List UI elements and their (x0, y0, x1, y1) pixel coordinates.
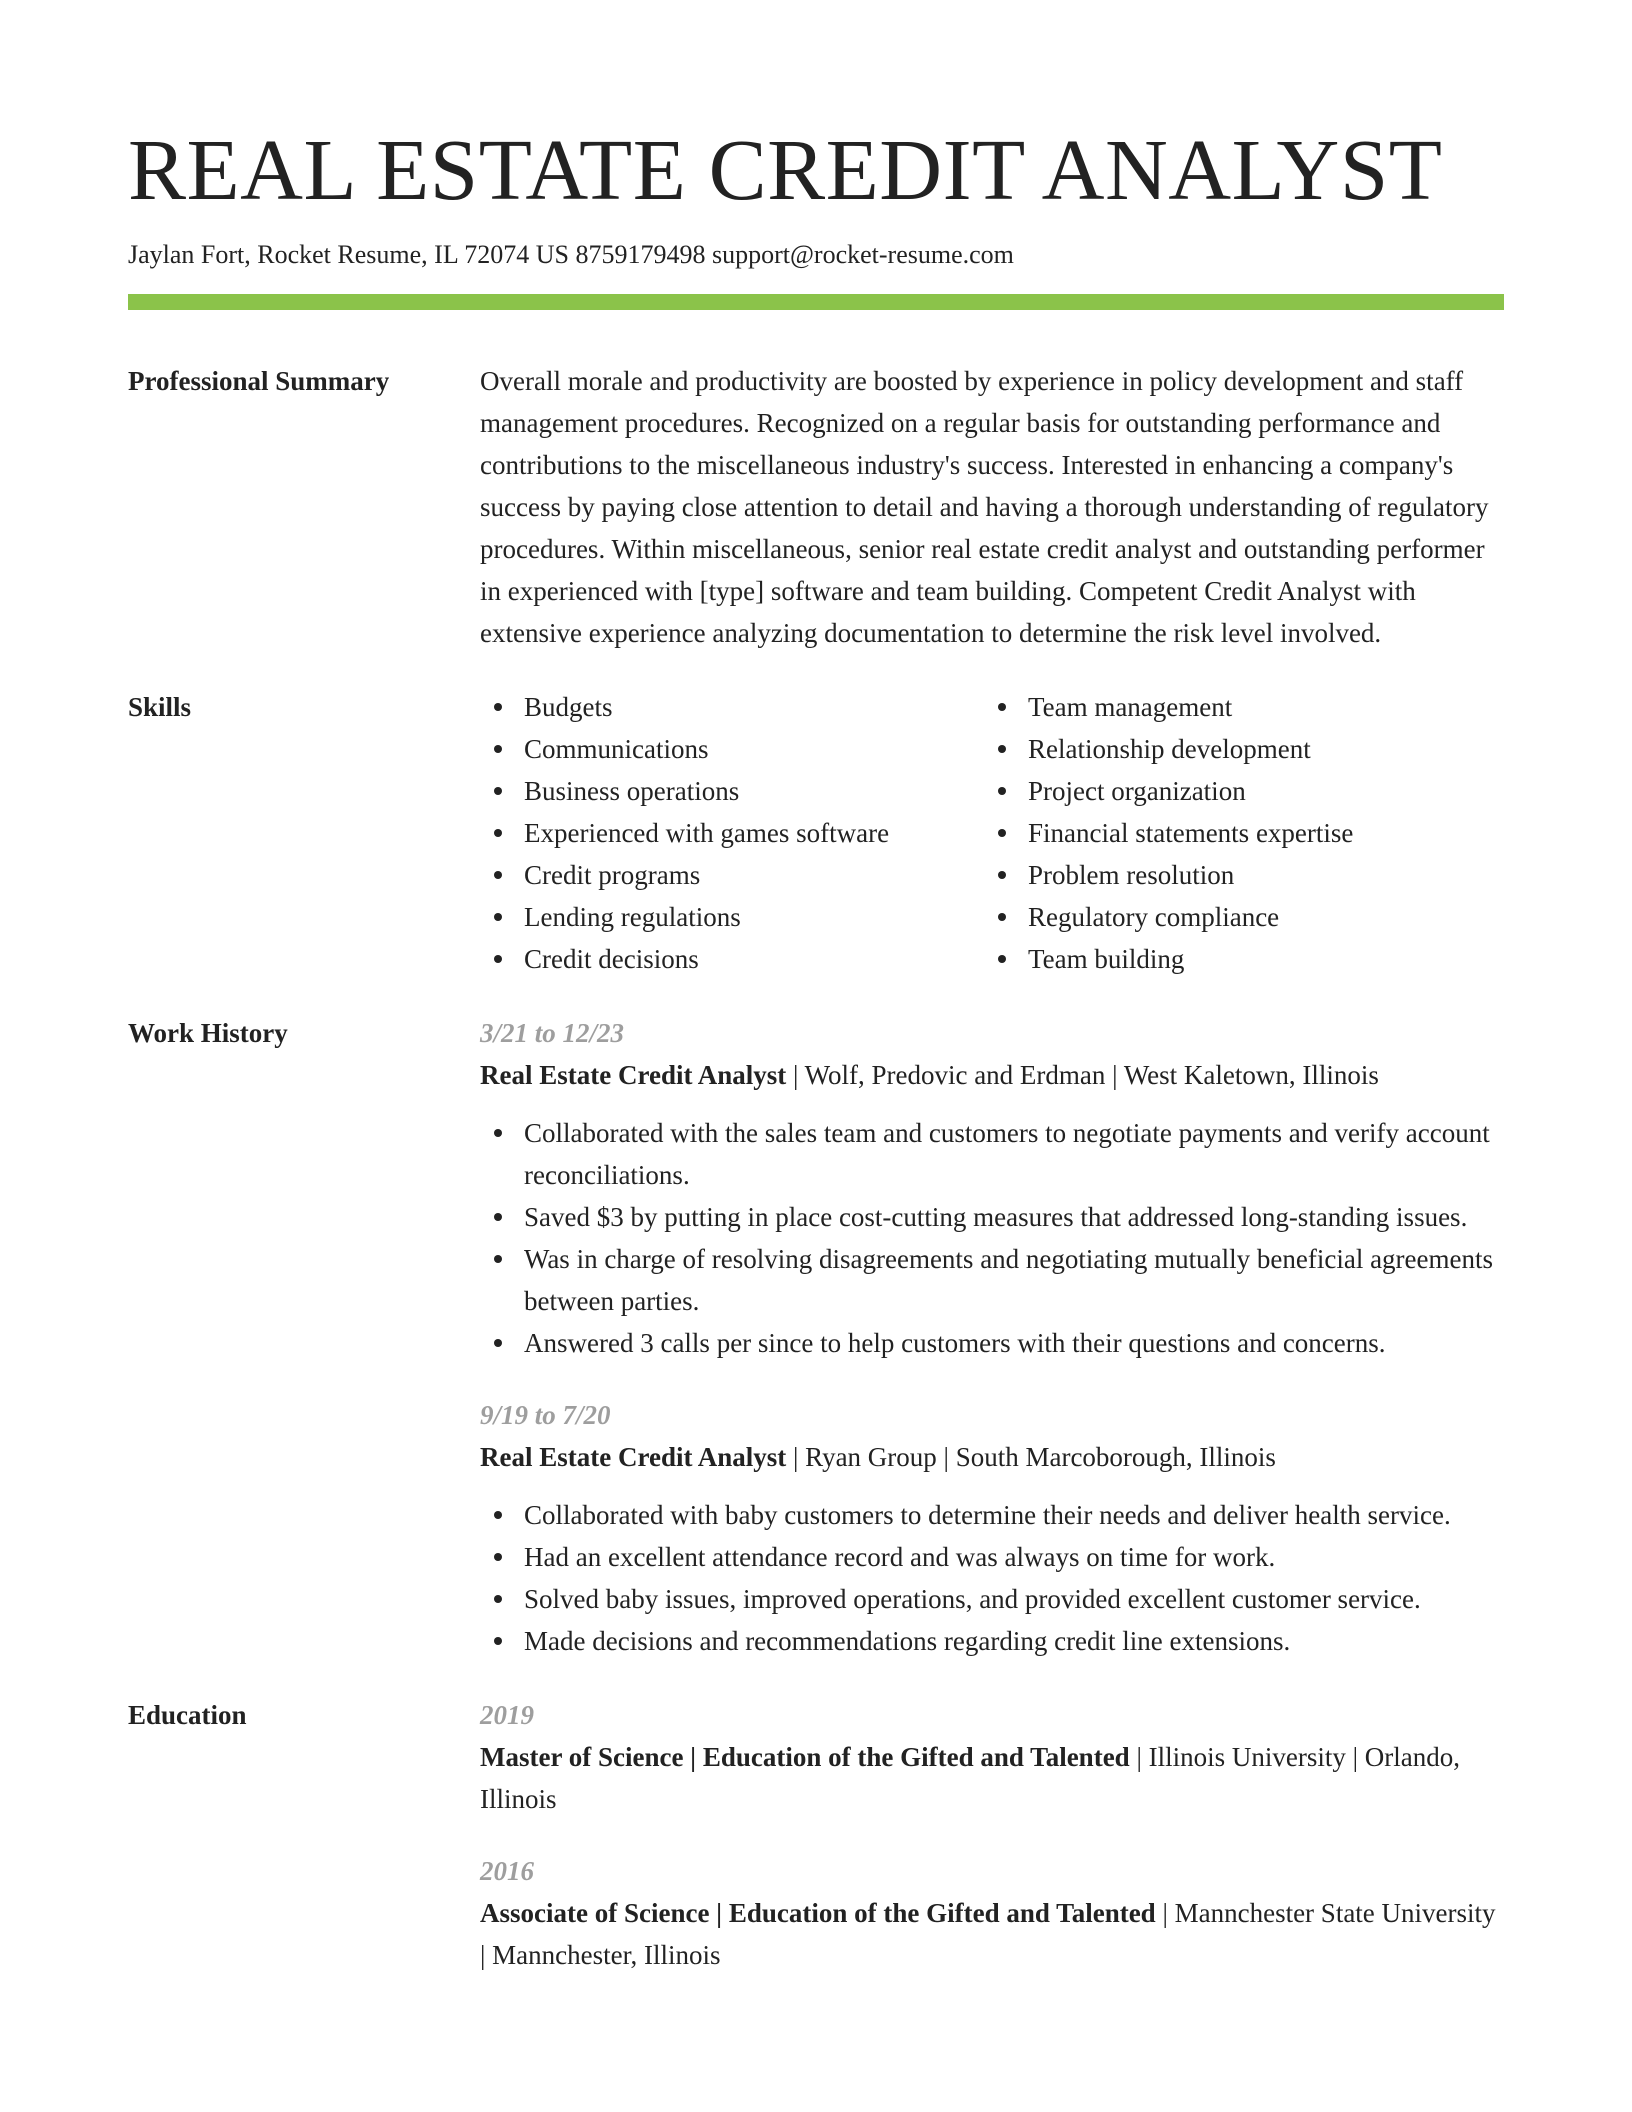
job-employer-location: | Wolf, Predovic and Erdman | West Kaletown, Illinois (786, 1060, 1379, 1090)
education-entry (480, 1694, 1504, 1820)
skill-item: Budgets (480, 686, 984, 728)
education-entry (480, 1850, 1504, 1976)
skill-item: Team management (984, 686, 1484, 728)
skills-column-left (480, 686, 984, 980)
job-heading (480, 1436, 1504, 1478)
section-heading-work: Work History (128, 1018, 288, 1048)
education-heading (480, 1736, 1504, 1820)
education-body (480, 1694, 1504, 1976)
school-location: | Illinois University | Orlando, Illinois (480, 1742, 1460, 1814)
job-entry (480, 1394, 1504, 1662)
job-title: Real Estate Credit Analyst (480, 1060, 787, 1090)
job-dates: 9/19 to 7/20 (480, 1400, 611, 1430)
work-body (480, 1012, 1504, 1662)
job-title: Real Estate Credit Analyst (480, 1442, 787, 1472)
work-history-section (128, 1012, 1504, 1662)
section-heading-summary: Professional Summary (128, 366, 390, 396)
job-bullet: Solved baby issues, improved operations, and provided excellent customer service. (480, 1578, 1504, 1620)
skills-section (128, 686, 1504, 980)
education-year: 2016 (480, 1856, 534, 1886)
skill-item: Project organization (984, 770, 1484, 812)
skills-column-right (984, 686, 1484, 980)
skill-item: Team building (984, 938, 1484, 980)
education-year: 2019 (480, 1700, 534, 1730)
skills-grid (480, 686, 1504, 980)
education-heading (480, 1892, 1504, 1976)
section-heading-education: Education (128, 1700, 247, 1730)
skill-item: Regulatory compliance (984, 896, 1484, 938)
job-bullet: Answered 3 calls per since to help customers with their questions and concerns. (480, 1322, 1504, 1364)
professional-summary-section (128, 360, 1504, 654)
school-location: | Mannchester State University | Mannchester, Illinois (480, 1898, 1496, 1970)
skill-item: Credit decisions (480, 938, 984, 980)
skill-item: Communications (480, 728, 984, 770)
accent-divider (128, 294, 1504, 310)
job-employer-location: | Ryan Group | South Marcoborough, Illinois (786, 1442, 1276, 1472)
education-section (128, 1694, 1504, 1976)
skills-body (480, 686, 1504, 980)
section-heading-skills: Skills (128, 692, 192, 722)
skill-item: Problem resolution (984, 854, 1484, 896)
skill-item: Credit programs (480, 854, 984, 896)
degree-title: Master of Science | Education of the Gifted and Talented (480, 1742, 1130, 1772)
job-bullet: Collaborated with baby customers to determine their needs and deliver health service. (480, 1494, 1504, 1536)
contact-info: Jaylan Fort, Rocket Resume, IL 72074 US 8759179498 support@rocket-resume.com (128, 240, 1014, 269)
job-dates: 3/21 to 12/23 (480, 1018, 625, 1048)
job-bullet: Had an excellent attendance record and was always on time for work. (480, 1536, 1504, 1578)
job-bullet: Made decisions and recommendations regarding credit line extensions. (480, 1620, 1504, 1662)
degree-title: Associate of Science | Education of the Gifted and Talented (480, 1898, 1156, 1928)
job-entry (480, 1012, 1504, 1364)
skill-item: Business operations (480, 770, 984, 812)
job-bullets (480, 1494, 1504, 1662)
skill-item: Lending regulations (480, 896, 984, 938)
job-bullet: Saved $3 by putting in place cost-cutting measures that addressed long-standing issues. (480, 1196, 1504, 1238)
job-bullet: Was in charge of resolving disagreements and negotiating mutually beneficial agreements between parties. (480, 1238, 1504, 1322)
skill-item: Financial statements expertise (984, 812, 1484, 854)
job-heading (480, 1054, 1504, 1096)
job-bullets (480, 1112, 1504, 1364)
resume-title: REAL ESTATE CREDIT ANALYST (128, 121, 1443, 218)
job-bullet: Collaborated with the sales team and customers to negotiate payments and verify account reconciliations. (480, 1112, 1504, 1196)
summary-text: Overall morale and productivity are boosted by experience in policy development and staff management procedures. Recognized on a regular basis for outstanding performance and contributions to the miscellaneous industry's success. Interested in enhancing a company's success by paying close attention to detail and having a thorough understanding of regulatory procedures. Within miscellaneous, senior real estate credit analyst and outstanding performer in experienced with [type] software and team building. Competent Credit Analyst with extensive experience analyzing documentation to determine the risk level involved. (480, 366, 1489, 648)
skill-item: Relationship development (984, 728, 1484, 770)
skill-item: Experienced with games software (480, 812, 984, 854)
